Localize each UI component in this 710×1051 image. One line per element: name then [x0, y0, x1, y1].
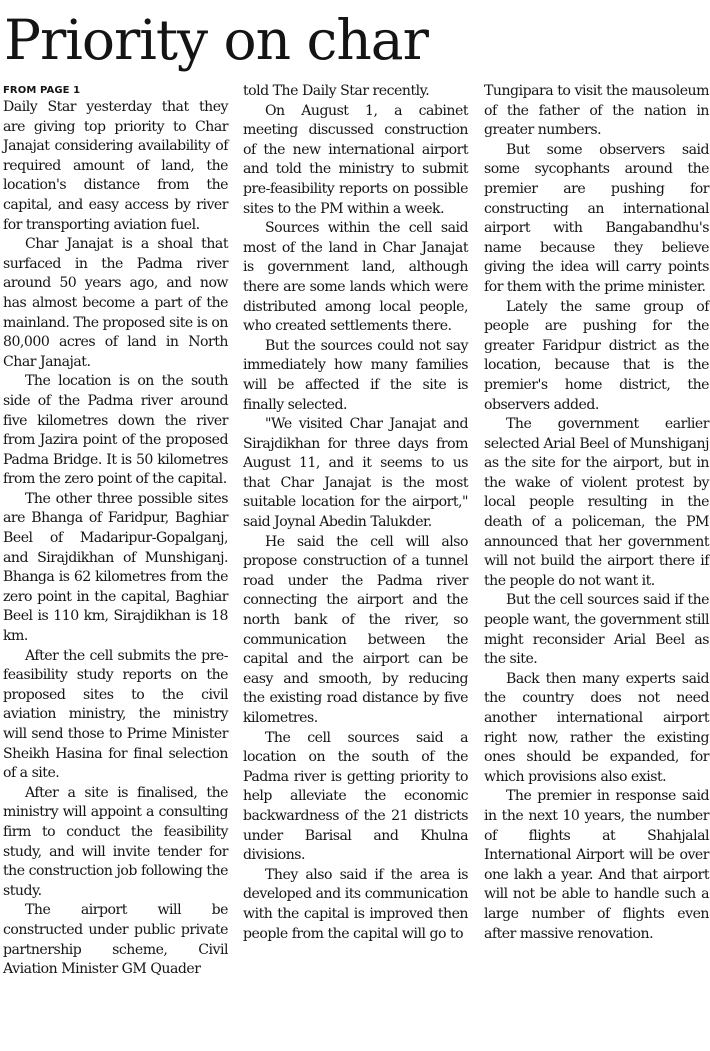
article-column-2 — [243, 82, 468, 944]
paragraph: Lately the same group of people are pushing for the greater Faridpur district as the location, because that is the premier's home district, the observers added. — [484, 298, 709, 413]
paragraph: The cell sources said a location on the south of the Padma river is getting priority to help alleviate the economic backwardness of the 21 districts under Barisal and Khulna divisions. — [243, 729, 468, 864]
paragraph: The location is on the south side of the Padma river around five kilometres down the river from Jazira point of the proposed Padma Bridge. It is 50 kilometres from the zero point of the capital. — [3, 373, 228, 488]
paragraph: After the cell submits the pre-feasibility study reports on the proposed sites to the civil aviation ministry, the ministry will send those to Prime Minister Sheikh Hasina for final selection of a site. — [3, 647, 228, 782]
paragraph: They also said if the area is developed and its communication with the capital is improved then people from the capital will go to — [243, 866, 468, 942]
paragraph: Tungipara to visit the mausoleum of the father of the nation in greater numbers. — [484, 83, 709, 139]
paragraph: The other three possible sites are Bhanga of Faridpur, Baghiar Beel of Madaripur-Gopalganj, and Sirajdikhan of Munshiganj. Bhanga is 62 kilometres from the zero point in the capital, Baghiar Beel is 110 km, Sirajdikhan is 18 km. — [3, 490, 228, 645]
paragraph: But the sources could not say immediately how many families will be affected if the site is finally selected. — [243, 337, 468, 413]
paragraph: Sources within the cell said most of the land in Char Janajat is government land, although there are some lands which were distributed among local people, who created settlements there. — [243, 220, 468, 335]
article-column-1 — [3, 84, 228, 980]
paragraph: Char Janajat is a shoal that surfaced in the Padma river around 50 years ago, and now has almost become a part of the mainland. The proposed site is on 80,000 acres of land in North Char Janajat. — [3, 236, 228, 370]
headline: Priority on char — [4, 8, 428, 72]
paragraph: But the cell sources said if the people want, the government still might reconsider Arial Beel as the site. — [484, 592, 709, 668]
paragraph: Daily Star yesterday that they are giving top priority to Char Janajat considering availability of required amount of land, the location's distance from the capital, and easy access by river for transporting aviation fuel. — [3, 99, 228, 233]
paragraph: Back then many experts said the country does not need another international airport right now, rather the existing ones should be expanded, for which provisions also exist. — [484, 670, 709, 785]
paragraph: On August 1, a cabinet meeting discussed construction of the new international airport and told the ministry to submit pre-feasibility reports on possible sites to the PM within a week. — [243, 102, 468, 217]
paragraph: The premier in response said in the next 10 years, the number of flights at Shahjalal International Airport will be over one lakh a year. And that airport will not be able to handle such a large number of flights even after massive renovation. — [484, 788, 709, 942]
article-column-3 — [484, 82, 709, 944]
paragraph: "We visited Char Janajat and Sirajdikhan for three days from August 11, and it seems to us that Char Janajat is the most suitable location for the airport," said Joynal Abedin Talukder. — [243, 416, 468, 531]
paragraph: The government earlier selected Arial Beel of Munshiganj as the site for the airport, but in the wake of violent protest by local people resulting in the death of a policeman, the PM announced that her government will not build the airport there if the people do not want it. — [484, 416, 709, 589]
paragraph: told The Daily Star recently. — [243, 83, 430, 99]
paragraph: But some observers said some sycophants around the premier are pushing for constructing an international airport with Bangabandhu's name because they believe giving the idea will carry points for them with the prime minister. — [484, 141, 709, 295]
paragraph: After a site is finalised, the ministry will appoint a consulting firm to conduct the feasibility study, and will invite tender for the construction job following the study. — [3, 784, 228, 899]
kicker: FROM PAGE 1 — [3, 85, 81, 96]
paragraph: He said the cell will also propose construction of a tunnel road under the Padma river connecting the airport and the north bank of the river, so communication between the capital and the airport can be easy and smooth, by reducing the existing road distance by five kilometres. — [243, 533, 468, 726]
paragraph: The airport will be constructed under public private partnership scheme, Civil Aviation Minister GM Quader — [3, 902, 228, 978]
